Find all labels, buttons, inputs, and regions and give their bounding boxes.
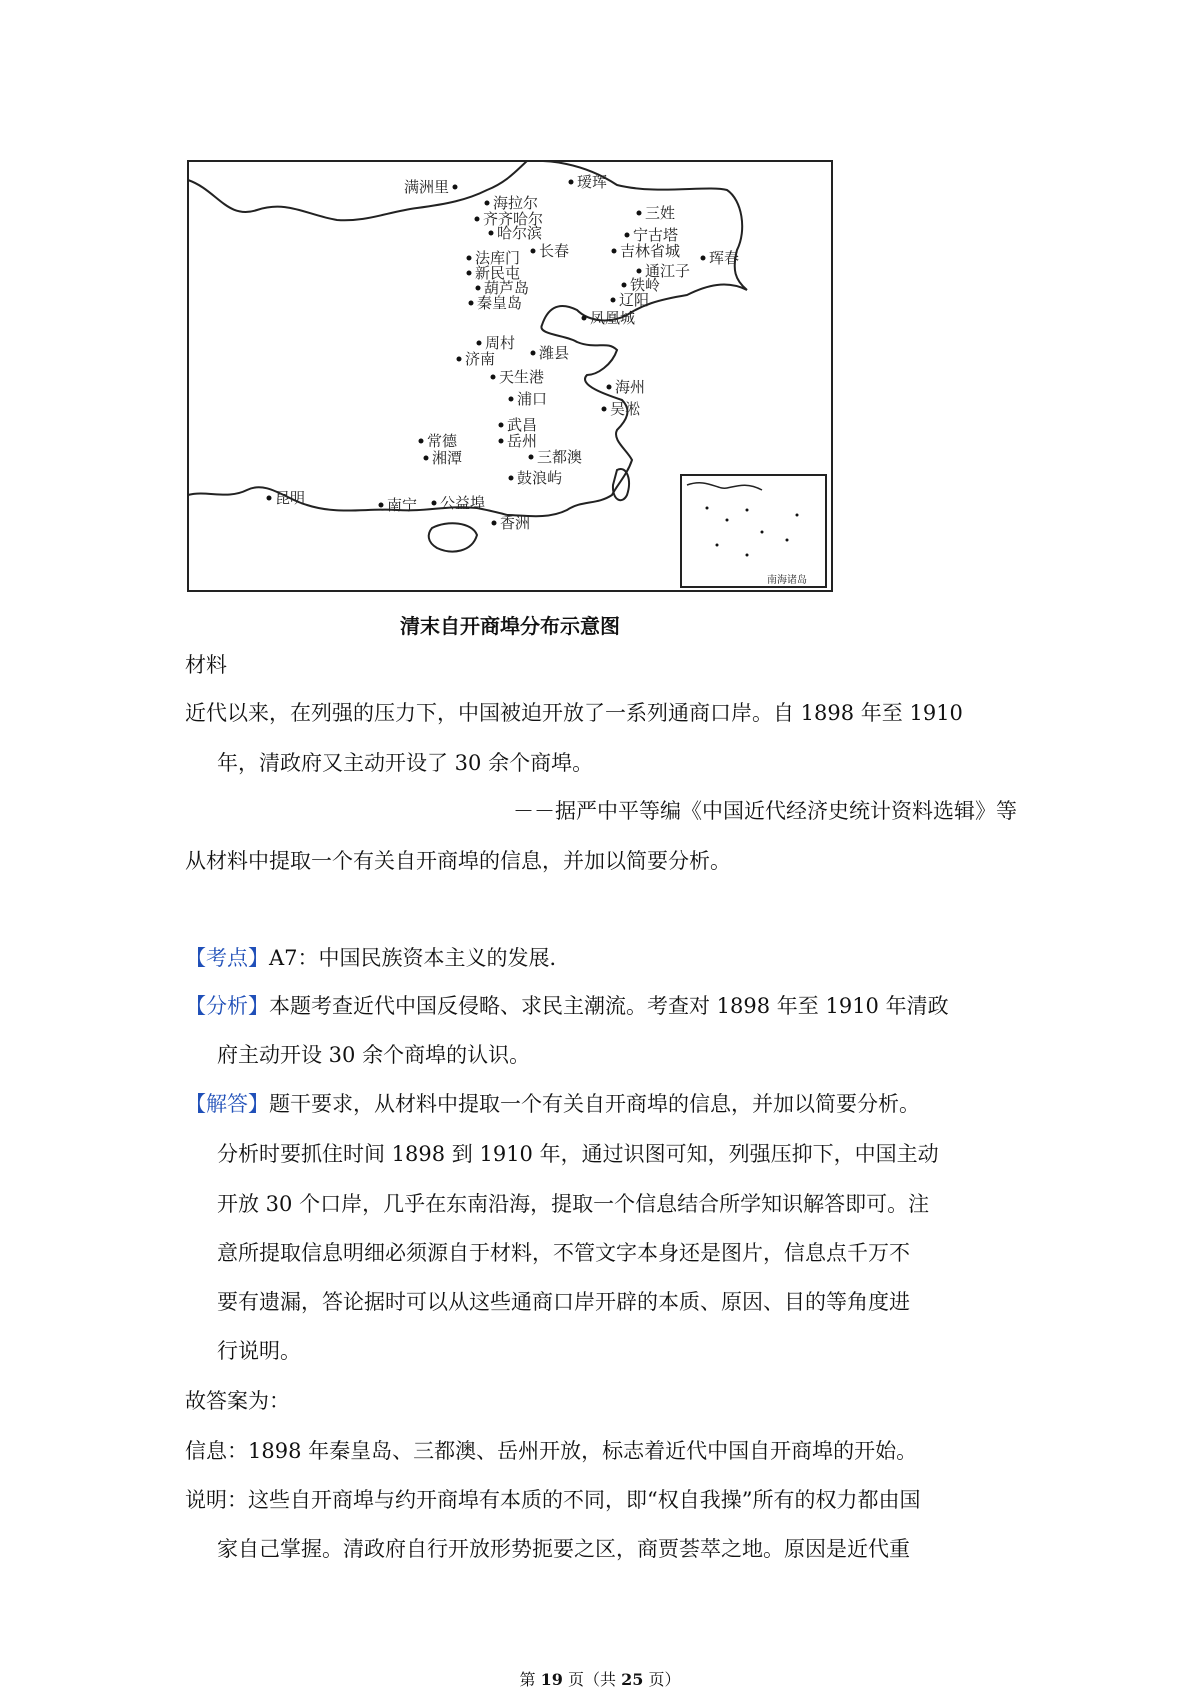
place-label: 周村 — [485, 334, 516, 352]
place-dot — [453, 185, 458, 190]
place-label: 南宁 — [387, 496, 418, 514]
place-label: 济南 — [465, 350, 496, 368]
place-label: 齐齐哈尔 — [483, 210, 544, 228]
fenxi-tag: 【分析】 — [185, 994, 269, 1018]
jieda-line-4: 意所提取信息明细必须源自于材料，不管文字本身还是图片，信息点千万不 — [217, 1241, 910, 1265]
place-dot — [469, 301, 474, 306]
place-label: 满洲里 — [403, 178, 449, 196]
kaodian-line — [185, 943, 571, 973]
material-heading: 材料 — [185, 653, 227, 677]
place-dot — [457, 357, 462, 362]
place-dot — [602, 407, 607, 412]
jieda-line-1 — [185, 1089, 920, 1119]
place-dot — [582, 316, 587, 321]
place-label: 武昌 — [507, 416, 538, 434]
place-label: 吴淞 — [610, 400, 641, 418]
place-dot — [637, 269, 642, 274]
place-dot — [701, 256, 706, 261]
map-figure — [187, 160, 833, 592]
place-dot — [489, 231, 494, 236]
footer-suffix: 页） — [643, 1670, 681, 1689]
place-dot — [637, 211, 642, 216]
place-dot — [499, 439, 504, 444]
footer-page-number: 19 — [540, 1670, 563, 1689]
place-dot — [467, 271, 472, 276]
footer-total-pages: 25 — [621, 1670, 644, 1689]
place-label: 秦皇岛 — [477, 294, 523, 312]
place-dot — [531, 351, 536, 356]
figure-caption: 清末自开商埠分布示意图 — [400, 614, 620, 638]
place-dot — [467, 256, 472, 261]
place-label: 公益埠 — [440, 494, 486, 512]
svg-text:南海诸岛: 南海诸岛 — [767, 575, 807, 586]
place-label: 海拉尔 — [493, 194, 539, 212]
place-label: 宁古塔 — [633, 226, 679, 244]
answer-heading: 故答案为： — [185, 1389, 290, 1413]
place-label: 鼓浪屿 — [517, 469, 563, 487]
place-dot — [476, 286, 481, 291]
place-dot — [569, 180, 574, 185]
answer-explain-line-2: 家自己掌握。清政府自行开放形势扼要之区，商贾荟萃之地。原因是近代重 — [217, 1537, 910, 1561]
place-dot — [622, 283, 627, 288]
place-dot — [611, 298, 616, 303]
place-dot — [492, 521, 497, 526]
jieda-line-5: 要有遗漏，答论据时可以从这些通商口岸开辟的本质、原因、目的等角度进 — [217, 1290, 910, 1314]
material-paragraph-line-1: 近代以来，在列强的压力下，中国被迫开放了一系列通商口岸。自 1898 年至 1910 — [185, 701, 963, 725]
place-dot — [509, 397, 514, 402]
south-sea-inset — [681, 475, 826, 587]
material-source: －－据严中平等编《中国近代经济史统计资料选辑》等 — [513, 799, 1017, 823]
place-label: 香洲 — [500, 514, 531, 532]
place-label: 浦口 — [517, 390, 548, 408]
place-label: 新民屯 — [475, 264, 521, 282]
place-label: 哈尔滨 — [497, 224, 543, 242]
place-label: 长春 — [539, 242, 570, 260]
jieda-line-2: 分析时要抓住时间 1898 到 1910 年，通过识图可知，列强压抑下，中国主动 — [217, 1142, 939, 1166]
question-text: 从材料中提取一个有关自开商埠的信息，并加以简要分析。 — [185, 849, 731, 873]
place-label: 海州 — [615, 378, 646, 396]
place-label: 昆明 — [275, 489, 306, 507]
place-dot — [419, 439, 424, 444]
china-port-map — [187, 160, 833, 592]
place-dot — [379, 503, 384, 508]
place-label: 三都澳 — [537, 448, 583, 466]
place-label: 三姓 — [645, 204, 676, 222]
place-label: 潍县 — [539, 344, 570, 362]
place-dot — [529, 455, 534, 460]
place-label: 法库门 — [475, 249, 521, 267]
place-dot — [491, 375, 496, 380]
place-dot — [625, 233, 630, 238]
place-label: 常德 — [427, 432, 458, 450]
place-label: 瑷珲 — [577, 173, 608, 191]
place-dot — [607, 385, 612, 390]
place-dot — [267, 496, 272, 501]
place-dot — [432, 501, 437, 506]
material-paragraph-line-2: 年，清政府又主动开设了 30 余个商埠。 — [217, 751, 594, 775]
place-label: 铁岭 — [630, 276, 661, 294]
place-label: 天生港 — [499, 368, 545, 386]
answer-info: 信息：1898 年秦皇岛、三都澳、岳州开放，标志着近代中国自开商埠的开始。 — [185, 1439, 918, 1463]
jieda-tag: 【解答】 — [185, 1092, 269, 1116]
place-dot — [477, 341, 482, 346]
place-label: 珲春 — [709, 249, 740, 267]
page-footer — [0, 1667, 1200, 1690]
fenxi-text-1: 本题考查近代中国反侵略、求民主潮流。考查对 1898 年至 1910 年清政 — [269, 994, 949, 1018]
place-label: 凤凰城 — [590, 309, 636, 327]
place-dot — [475, 217, 480, 222]
fenxi-line-1 — [185, 991, 949, 1021]
place-dot — [499, 423, 504, 428]
place-dot — [509, 476, 514, 481]
place-label: 葫芦岛 — [484, 279, 530, 297]
footer-prefix: 第 — [519, 1670, 541, 1689]
place-label: 吉林省城 — [620, 242, 681, 260]
kaodian-text: A7：中国民族资本主义的发展． — [269, 946, 571, 970]
kaodian-tag: 【考点】 — [185, 946, 269, 970]
place-label: 通江子 — [645, 262, 691, 280]
answer-explain-line-1: 说明：这些自开商埠与约开商埠有本质的不同，即“权自我操”所有的权力都由国 — [185, 1488, 921, 1512]
place-label: 湘潭 — [432, 449, 463, 467]
place-label: 辽阳 — [619, 291, 650, 309]
place-dot — [485, 201, 490, 206]
fenxi-line-2: 府主动开设 30 余个商埠的认识。 — [217, 1043, 531, 1067]
jieda-text-1: 题干要求，从材料中提取一个有关自开商埠的信息，并加以简要分析。 — [269, 1092, 920, 1116]
place-label: 岳州 — [507, 432, 538, 450]
jieda-line-3: 开放 30 个口岸，几乎在东南沿海，提取一个信息结合所学知识解答即可。注 — [217, 1192, 930, 1216]
place-dot — [424, 456, 429, 461]
place-dot — [531, 249, 536, 254]
place-dot — [612, 249, 617, 254]
footer-middle: 页（共 — [562, 1670, 622, 1689]
jieda-line-6: 行说明。 — [217, 1339, 301, 1363]
